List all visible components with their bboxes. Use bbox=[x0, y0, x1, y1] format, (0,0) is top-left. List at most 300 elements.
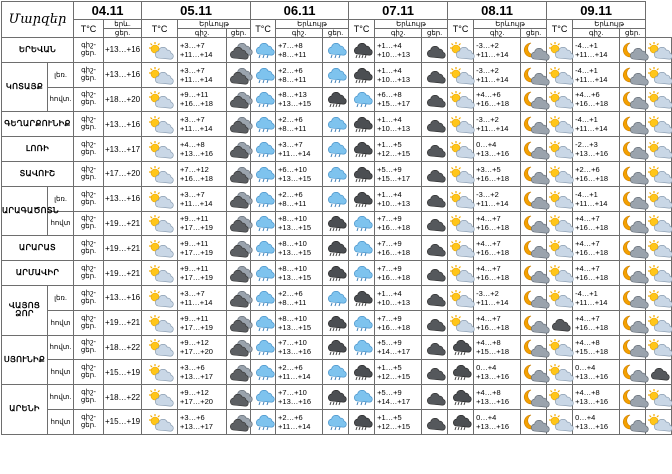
moon-icon bbox=[521, 285, 547, 310]
drizzle-icon bbox=[323, 360, 349, 385]
region-name: ՎԱՅՈՑ ՁՈՐ bbox=[2, 285, 48, 335]
unit-header: T°C bbox=[142, 20, 178, 38]
table-row bbox=[2, 310, 672, 335]
cloud-dark-icon bbox=[646, 360, 672, 385]
temperature-value: +13…+17 bbox=[104, 137, 142, 162]
temperature-range: +9…+11 +17…+19 bbox=[178, 310, 227, 335]
partly-sun-icon bbox=[547, 38, 573, 63]
temperature-value: +18…+20 bbox=[104, 87, 142, 112]
temperature-range: +7…+9 +16…+18 bbox=[375, 236, 422, 261]
region-name: ՏԱՎՈՒՇ bbox=[2, 161, 74, 186]
drizzle-icon bbox=[349, 310, 375, 335]
temperature-range: +4…+7 +16…+18 bbox=[474, 261, 521, 286]
moon-icon bbox=[521, 186, 547, 211]
partly-sun-icon bbox=[646, 236, 672, 261]
temperature-range: +5…+9 +14…+17 bbox=[375, 335, 422, 360]
moon-icon bbox=[521, 87, 547, 112]
drizzle-icon bbox=[251, 87, 276, 112]
period-label: գիշ-ցեր. bbox=[74, 236, 104, 261]
moon-icon bbox=[620, 261, 646, 286]
cloudy-icon bbox=[227, 310, 251, 335]
cloud-dark-icon bbox=[422, 186, 448, 211]
partly-sun-icon bbox=[448, 285, 474, 310]
temperature-value: +13…+16 bbox=[104, 62, 142, 87]
temperature-range: +8…+10 +13…+15 bbox=[276, 236, 323, 261]
temperature-range: 0…+4 +13…+16 bbox=[474, 137, 521, 162]
moon-icon bbox=[521, 62, 547, 87]
temperature-range: +1…+4 +10…+13 bbox=[375, 62, 422, 87]
weather-icon bbox=[142, 285, 178, 310]
temperature-value: +13…+16 bbox=[104, 112, 142, 137]
temperature-range: +4…+7 +16…+18 bbox=[573, 236, 620, 261]
drizzle-icon bbox=[251, 360, 276, 385]
cloudy-icon bbox=[227, 360, 251, 385]
table-row bbox=[2, 161, 672, 186]
drizzle-icon bbox=[251, 236, 276, 261]
rain-icon bbox=[323, 261, 349, 286]
temperature-range: +9…+11 +17…+19 bbox=[178, 236, 227, 261]
table-row bbox=[2, 360, 672, 385]
subregion-label: լեռ. bbox=[48, 62, 74, 87]
partly-sun-icon bbox=[547, 161, 573, 186]
rain-icon bbox=[323, 385, 349, 410]
date-header: 04.11 bbox=[74, 2, 142, 20]
temperature-range: -4…+1 +11…+14 bbox=[573, 186, 620, 211]
partly-sun-icon bbox=[646, 409, 672, 434]
period-label: գիշ-ցեր. bbox=[74, 38, 104, 63]
drizzle-icon bbox=[323, 137, 349, 162]
temperature-range: +1…+4 +10…+13 bbox=[375, 186, 422, 211]
moon-icon bbox=[521, 137, 547, 162]
partly-sun-icon bbox=[646, 310, 672, 335]
cloud-dark-icon bbox=[422, 409, 448, 434]
temperature-range: +4…+8 +13…+16 bbox=[474, 385, 521, 410]
temperature-range: +6…+8 +15…+17 bbox=[375, 87, 422, 112]
drizzle-icon bbox=[251, 385, 276, 410]
drizzle-icon bbox=[323, 112, 349, 137]
temperature-range: +4…+7 +16…+18 bbox=[474, 310, 521, 335]
subregion-label: լեռ. bbox=[48, 285, 74, 310]
temperature-range: -2…+3 +13…+16 bbox=[573, 137, 620, 162]
table-row bbox=[2, 335, 672, 360]
temperature-range: +8…+10 +13…+15 bbox=[276, 310, 323, 335]
drizzle-icon bbox=[349, 261, 375, 286]
drizzle-icon bbox=[251, 137, 276, 162]
temperature-range: +2…+6 +16…+18 bbox=[573, 161, 620, 186]
temperature-range: +6…+10 +13…+15 bbox=[276, 161, 323, 186]
temperature-range: -3…+2 +11…+14 bbox=[474, 62, 521, 87]
moon-icon bbox=[521, 38, 547, 63]
unit-header: T°C bbox=[349, 20, 375, 38]
temperature-range: +3…+7 +11…+14 bbox=[276, 137, 323, 162]
temperature-range: +4…+7 +16…+18 bbox=[474, 211, 521, 236]
temperature-range: +1…+4 +10…+13 bbox=[375, 38, 422, 63]
temperature-range: +3…+7 +11…+14 bbox=[178, 38, 227, 63]
temperature-range: 0…+4 +13…+16 bbox=[573, 409, 620, 434]
temperature-value: +18…+22 bbox=[104, 335, 142, 360]
subregion-label: հովտ. bbox=[48, 87, 74, 112]
rain-icon bbox=[323, 87, 349, 112]
drizzle-icon bbox=[323, 409, 349, 434]
temperature-range: 0…+4 +13…+16 bbox=[474, 360, 521, 385]
temperature-range: +4…+8 +13…+16 bbox=[573, 385, 620, 410]
cloud-dark-icon bbox=[422, 137, 448, 162]
rain-icon bbox=[323, 310, 349, 335]
subregion-label: հովտ bbox=[48, 310, 74, 335]
partly-sun-icon bbox=[448, 211, 474, 236]
temperature-range: +7…+10 +13…+16 bbox=[276, 335, 323, 360]
temperature-range: +4…+7 +16…+18 bbox=[474, 236, 521, 261]
moon-icon bbox=[521, 211, 547, 236]
cloudy-icon bbox=[227, 38, 251, 63]
partly-sun-icon bbox=[646, 186, 672, 211]
temperature-value: +19…+21 bbox=[104, 261, 142, 286]
partly-sun-icon bbox=[448, 236, 474, 261]
date-header: 06.11 bbox=[251, 2, 349, 20]
moon-icon bbox=[620, 161, 646, 186]
partly-sun-icon bbox=[547, 137, 573, 162]
temperature-range: +7…+9 +16…+18 bbox=[375, 310, 422, 335]
cloud-dark-icon bbox=[422, 360, 448, 385]
weather-icon bbox=[142, 112, 178, 137]
day-subheader: ցեր. bbox=[323, 29, 349, 38]
phenomenon-header: Երևույթ bbox=[375, 20, 448, 29]
night-subheader: գիշ. bbox=[474, 29, 521, 38]
rain-icon bbox=[448, 335, 474, 360]
period-label: գիշ-ցեր. bbox=[74, 310, 104, 335]
temperature-range: +7…+12 +16…+18 bbox=[178, 161, 227, 186]
partly-sun-icon bbox=[646, 62, 672, 87]
unit-header: T°C bbox=[547, 20, 573, 38]
temperature-value: +13…+16 bbox=[104, 285, 142, 310]
partly-sun-icon bbox=[646, 38, 672, 63]
day-subheader: ցեր. bbox=[620, 29, 646, 38]
moon-icon bbox=[521, 409, 547, 434]
rain-icon bbox=[349, 285, 375, 310]
forecast-table bbox=[1, 1, 672, 435]
period-label: գիշ-ցեր. bbox=[74, 285, 104, 310]
drizzle-icon bbox=[349, 335, 375, 360]
night-subheader: գիշ. bbox=[375, 29, 422, 38]
drizzle-icon bbox=[349, 211, 375, 236]
temperature-range: -4…+1 +11…+14 bbox=[573, 38, 620, 63]
partly-sun-icon bbox=[646, 211, 672, 236]
period-label: գիշ-ցեր. bbox=[74, 360, 104, 385]
cloud-dark-icon bbox=[422, 385, 448, 410]
temperature-range: +3…+7 +11…+14 bbox=[178, 62, 227, 87]
temperature-value: +19…+21 bbox=[104, 310, 142, 335]
partly-sun-icon bbox=[547, 62, 573, 87]
cloud-dark-icon bbox=[422, 62, 448, 87]
drizzle-icon bbox=[251, 335, 276, 360]
drizzle-icon bbox=[323, 62, 349, 87]
cloud-dark-icon bbox=[422, 285, 448, 310]
phenomenon-header: Երևույթ bbox=[474, 20, 547, 29]
rain-icon bbox=[349, 409, 375, 434]
partly-sun-icon bbox=[448, 310, 474, 335]
moon-icon bbox=[620, 285, 646, 310]
moon-icon bbox=[620, 137, 646, 162]
partly-sun-icon bbox=[448, 38, 474, 63]
drizzle-icon bbox=[349, 385, 375, 410]
temperature-range: +4…+8 +15…+18 bbox=[474, 335, 521, 360]
partly-sun-icon bbox=[646, 161, 672, 186]
table-row bbox=[2, 385, 672, 410]
drizzle-icon bbox=[251, 261, 276, 286]
temperature-range: +9…+12 +17…+20 bbox=[178, 335, 227, 360]
temperature-value: +18…+22 bbox=[104, 385, 142, 410]
cloudy-icon bbox=[227, 112, 251, 137]
drizzle-icon bbox=[323, 285, 349, 310]
moon-icon bbox=[620, 211, 646, 236]
date-header: 05.11 bbox=[142, 2, 251, 20]
rain-icon bbox=[448, 409, 474, 434]
partly-sun-icon bbox=[547, 211, 573, 236]
cloud-dark-icon bbox=[422, 211, 448, 236]
temperature-range: -3…+2 +11…+14 bbox=[474, 186, 521, 211]
temperature-range: +3…+6 +13…+17 bbox=[178, 360, 227, 385]
moon-icon bbox=[521, 335, 547, 360]
moon-icon bbox=[521, 261, 547, 286]
date-header: 09.11 bbox=[547, 2, 646, 20]
cloud-dark-icon bbox=[422, 161, 448, 186]
drizzle-icon bbox=[323, 161, 349, 186]
subregion-label: հովտ bbox=[48, 211, 74, 236]
region-name: ԱՐԱՐԱՏ bbox=[2, 236, 74, 261]
partly-sun-icon bbox=[646, 385, 672, 410]
cloud-dark-icon bbox=[547, 310, 573, 335]
region-header: Մարզեր bbox=[2, 2, 74, 38]
weather-icon bbox=[142, 87, 178, 112]
temperature-range: +3…+7 +11…+14 bbox=[178, 186, 227, 211]
temperature-range: +5…+9 +15…+17 bbox=[375, 161, 422, 186]
weather-icon bbox=[142, 137, 178, 162]
moon-icon bbox=[620, 236, 646, 261]
temperature-range: +4…+7 +16…+18 bbox=[573, 261, 620, 286]
moon-icon bbox=[521, 161, 547, 186]
temperature-value: +13…+16 bbox=[104, 38, 142, 63]
temperature-range: +3…+7 +11…+14 bbox=[178, 112, 227, 137]
rain-icon bbox=[349, 137, 375, 162]
partly-sun-icon bbox=[547, 385, 573, 410]
temperature-range: +7…+9 +16…+18 bbox=[375, 261, 422, 286]
phenomenon-header: Երևույթ bbox=[573, 20, 646, 29]
weather-icon bbox=[142, 236, 178, 261]
period-label: գիշ-ցեր. bbox=[74, 161, 104, 186]
rain-icon bbox=[349, 112, 375, 137]
temperature-range: -4…+1 +11…+14 bbox=[573, 62, 620, 87]
period-label: գիշ-ցեր. bbox=[74, 186, 104, 211]
drizzle-icon bbox=[251, 186, 276, 211]
weather-icon bbox=[142, 38, 178, 63]
temperature-range: +4…+6 +16…+18 bbox=[573, 87, 620, 112]
drizzle-icon bbox=[349, 87, 375, 112]
rain-icon bbox=[323, 236, 349, 261]
moon-icon bbox=[620, 186, 646, 211]
unit-header: T°C bbox=[448, 20, 474, 38]
day-subheader: ցեր. bbox=[227, 29, 251, 38]
partly-sun-icon bbox=[646, 285, 672, 310]
cloudy-icon bbox=[227, 261, 251, 286]
cloudy-icon bbox=[227, 186, 251, 211]
phenomenon-header: երև. bbox=[104, 20, 142, 29]
cloudy-icon bbox=[227, 161, 251, 186]
cloudy-icon bbox=[227, 285, 251, 310]
table-row bbox=[2, 186, 672, 211]
temperature-range: +1…+5 +12…+15 bbox=[375, 137, 422, 162]
night-subheader: գիշ. bbox=[178, 29, 227, 38]
temperature-range: +4…+8 +15…+18 bbox=[573, 335, 620, 360]
cloudy-icon bbox=[227, 211, 251, 236]
partly-sun-icon bbox=[448, 62, 474, 87]
table-row bbox=[2, 261, 672, 286]
partly-sun-icon bbox=[448, 112, 474, 137]
weather-icon bbox=[142, 261, 178, 286]
partly-sun-icon bbox=[646, 87, 672, 112]
weather-icon bbox=[142, 310, 178, 335]
temperature-range: +3…+5 +16…+18 bbox=[474, 161, 521, 186]
temperature-range: +2…+6 +11…+14 bbox=[276, 360, 323, 385]
cloud-dark-icon bbox=[422, 310, 448, 335]
cloud-dark-icon bbox=[422, 236, 448, 261]
region-name: ԱՐԵՆԻ bbox=[2, 385, 48, 435]
moon-icon bbox=[620, 112, 646, 137]
temperature-range: 0…+4 +13…+16 bbox=[573, 360, 620, 385]
partly-sun-icon bbox=[547, 285, 573, 310]
moon-icon bbox=[620, 38, 646, 63]
temperature-range: +7…+8 +8…+11 bbox=[276, 38, 323, 63]
partly-sun-icon bbox=[646, 137, 672, 162]
temperature-range: +3…+6 +13…+17 bbox=[178, 409, 227, 434]
temperature-range: -3…+2 +11…+14 bbox=[474, 112, 521, 137]
temperature-range: +8…+13 +13…+15 bbox=[276, 87, 323, 112]
night-subheader: գիշ. bbox=[276, 29, 323, 38]
region-name: ԱՐՄԱՎԻՐ bbox=[2, 261, 74, 286]
temperature-range: +1…+4 +10…+13 bbox=[375, 112, 422, 137]
subregion-label: հովտ bbox=[48, 360, 74, 385]
phenomenon-header: Երևույթ bbox=[276, 20, 349, 29]
temperature-range: +9…+12 +17…+20 bbox=[178, 385, 227, 410]
moon-icon bbox=[620, 335, 646, 360]
rain-icon bbox=[448, 385, 474, 410]
region-name: ԵՐԵՎԱՆ bbox=[2, 38, 74, 63]
table-row bbox=[2, 211, 672, 236]
partly-sun-icon bbox=[646, 335, 672, 360]
moon-icon bbox=[521, 310, 547, 335]
table-row bbox=[2, 409, 672, 434]
cloudy-icon bbox=[227, 137, 251, 162]
moon-icon bbox=[521, 385, 547, 410]
cloudy-icon bbox=[227, 409, 251, 434]
rain-icon bbox=[349, 360, 375, 385]
temperature-range: +4…+7 +16…+18 bbox=[573, 211, 620, 236]
temperature-range: +2…+6 +8…+11 bbox=[276, 62, 323, 87]
weather-icon bbox=[142, 62, 178, 87]
moon-icon bbox=[620, 385, 646, 410]
phenomenon-header: Երևույթ bbox=[178, 20, 251, 29]
day-subheader: ցեր. bbox=[521, 29, 547, 38]
temperature-range: +1…+4 +10…+13 bbox=[375, 285, 422, 310]
period-label: գիշ-ցեր. bbox=[74, 385, 104, 410]
drizzle-icon bbox=[251, 112, 276, 137]
weather-icon bbox=[142, 335, 178, 360]
table-row bbox=[2, 236, 672, 261]
drizzle-icon bbox=[251, 211, 276, 236]
region-name: ԱՐԱԳԱԾՈՏՆ bbox=[2, 186, 48, 236]
drizzle-icon bbox=[251, 285, 276, 310]
table-row bbox=[2, 112, 672, 137]
table-row bbox=[2, 62, 672, 87]
drizzle-icon bbox=[349, 236, 375, 261]
temperature-range: -3…+2 +11…+14 bbox=[474, 38, 521, 63]
drizzle-icon bbox=[251, 161, 276, 186]
period-label: գիշ-ցեր. bbox=[74, 211, 104, 236]
region-name: ՍՅՈՒՆԻՔ bbox=[2, 335, 48, 385]
weather-icon bbox=[142, 360, 178, 385]
partly-sun-icon bbox=[646, 261, 672, 286]
partly-sun-icon bbox=[448, 87, 474, 112]
cloud-dark-icon bbox=[422, 87, 448, 112]
cloud-dark-icon bbox=[422, 261, 448, 286]
drizzle-icon bbox=[323, 186, 349, 211]
rain-icon bbox=[323, 335, 349, 360]
partly-sun-icon bbox=[547, 236, 573, 261]
weather-icon bbox=[142, 409, 178, 434]
region-name: ԼՈՌԻ bbox=[2, 137, 74, 162]
table-row bbox=[2, 285, 672, 310]
weather-icon bbox=[142, 186, 178, 211]
period-label: գիշ-ցեր. bbox=[74, 87, 104, 112]
temperature-value: +19…+21 bbox=[104, 236, 142, 261]
moon-icon bbox=[620, 87, 646, 112]
temperature-range: +2…+6 +8…+11 bbox=[276, 285, 323, 310]
temperature-range: +3…+7 +11…+14 bbox=[178, 285, 227, 310]
region-name: ԳԵՂԱՐՔՈՒՆԻՔ bbox=[2, 112, 74, 137]
table-row bbox=[2, 38, 672, 63]
period-label: գիշ-ցեր. bbox=[74, 137, 104, 162]
cloudy-icon bbox=[227, 62, 251, 87]
drizzle-icon bbox=[251, 38, 276, 63]
table-row bbox=[2, 137, 672, 162]
temperature-range: +1…+5 +12…+15 bbox=[375, 409, 422, 434]
cloudy-icon bbox=[227, 87, 251, 112]
temperature-range: +4…+8 +13…+16 bbox=[178, 137, 227, 162]
cloud-dark-icon bbox=[422, 112, 448, 137]
partly-sun-icon bbox=[448, 137, 474, 162]
drizzle-icon bbox=[251, 310, 276, 335]
table-row bbox=[2, 87, 672, 112]
rain-icon bbox=[349, 161, 375, 186]
partly-sun-icon bbox=[547, 335, 573, 360]
unit-header: T°C bbox=[251, 20, 276, 38]
rain-icon bbox=[349, 38, 375, 63]
temperature-range: +7…+9 +16…+18 bbox=[375, 211, 422, 236]
rain-icon bbox=[349, 186, 375, 211]
moon-icon bbox=[521, 236, 547, 261]
night-subheader: գիշ. bbox=[573, 29, 620, 38]
partly-sun-icon bbox=[547, 261, 573, 286]
cloud-dark-icon bbox=[422, 38, 448, 63]
temperature-range: +9…+11 +16…+18 bbox=[178, 87, 227, 112]
temperature-value: +13…+16 bbox=[104, 186, 142, 211]
temperature-range: +2…+6 +8…+11 bbox=[276, 186, 323, 211]
weather-icon bbox=[142, 211, 178, 236]
cloudy-icon bbox=[227, 236, 251, 261]
temperature-range: +9…+11 +17…+19 bbox=[178, 211, 227, 236]
period-label: գիշ-ցեր. bbox=[74, 335, 104, 360]
rain-icon bbox=[349, 62, 375, 87]
weather-icon bbox=[142, 161, 178, 186]
